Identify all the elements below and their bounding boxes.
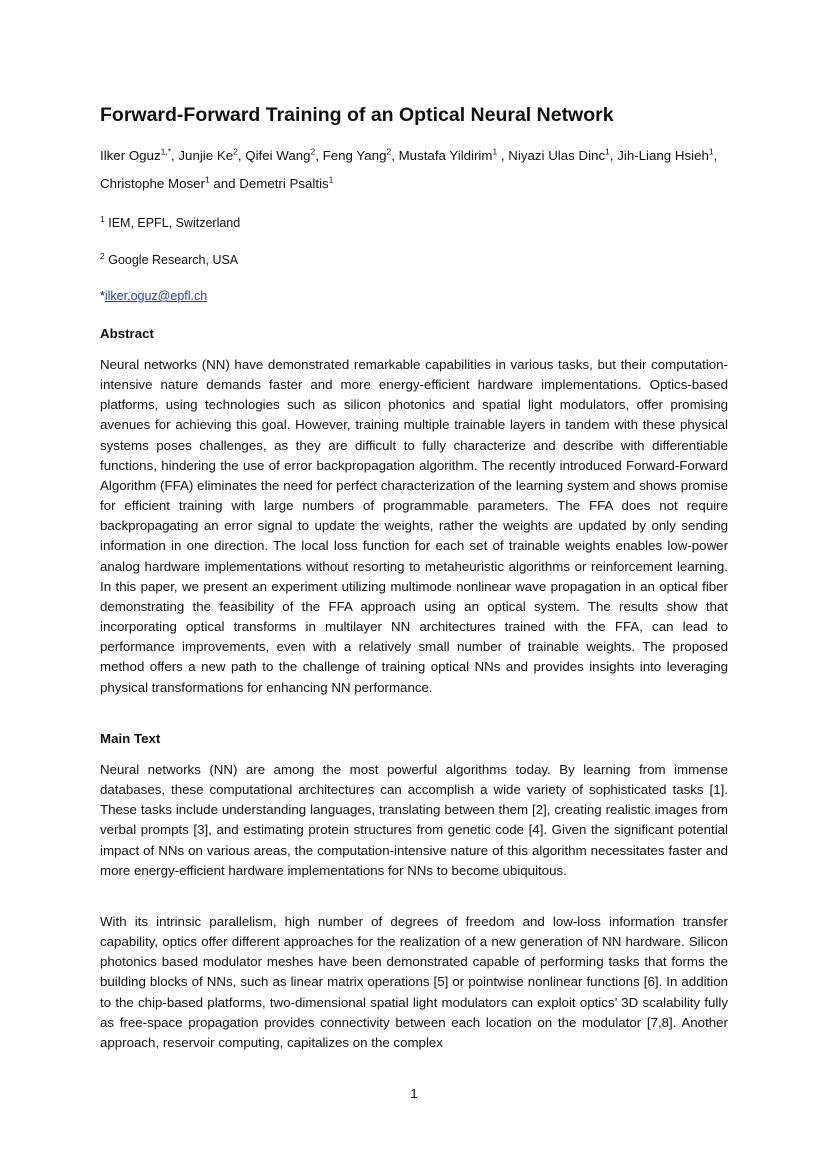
page-number: 1 bbox=[410, 1086, 418, 1101]
author-0: Ilker Oguz$^{1,*}$, bbox=[100, 146, 179, 163]
paper-title: Forward-Forward Training of an Optical Neural Network bbox=[100, 104, 614, 126]
author-4: Mustafa Yildirim$^1$ , bbox=[398, 146, 509, 163]
author-2: Qifei Wang$^2$, bbox=[245, 146, 323, 163]
corresponding-email: *ilker.oguz@epfl.ch bbox=[100, 289, 208, 303]
author-1: Junjie Ke$^2$, bbox=[178, 146, 246, 163]
author-8: Demetri Psaltis$^1$ bbox=[239, 174, 334, 191]
author-5: Niyazi Ulas Dinc$^1$, bbox=[508, 146, 618, 163]
main-text-heading: Main Text bbox=[100, 731, 161, 746]
email-link[interactable]: ilker.oguz@epfl.ch bbox=[104, 289, 208, 303]
main-paragraph-2: With its intrinsic parallelism, high number of degrees of freedom and low-loss information transfer capability, optics offer different approaches for the realization of a new generation of NN hardware. Silicon photonics based modulator meshes have been demonstrated capable of performing tasks that forms the building blocks of NNs, such as linear matrix operations [5] or pointwise nonlinear functions [6]. In addition to the chip-based platforms, two-dimensional spatial light modulators can exploit optics’ 3D scalability fully as free-space propagation provides connectivity between each location on the modulator [7,8]. Another approach, reservoir computing, capitalizes on the complex bbox=[100, 914, 728, 1050]
affiliation-2: $^2$ Google Research, USA bbox=[100, 250, 239, 267]
affiliation-1: $^1$ IEM, EPFL, Switzerland bbox=[100, 213, 241, 230]
author-list bbox=[100, 142, 728, 198]
author-6: Jih-Liang Hsieh$^1$, bbox=[617, 146, 718, 163]
author-3: Feng Yang$^2$, bbox=[322, 146, 399, 163]
abstract-heading: Abstract bbox=[100, 326, 154, 341]
main-paragraph-1: Neural networks (NN) are among the most powerful algorithms today. By learning from immense databases, these computational architectures can accomplish a wide variety of sophisticated tasks [1]. These tasks include understanding languages, translating between them [2], creating realistic images from verbal prompts [3], and estimating protein structures from genetic code [4]. Given the significant potential impact of NNs on various areas, the computation-intensive nature of this algorithm necessitates faster and more energy-efficient hardware implementations for NNs to become ubiquitous. bbox=[100, 762, 728, 878]
abstract-text: Neural networks (NN) have demonstrated remarkable capabilities in various tasks, but their computation-intensive nature demands faster and more energy-efficient hardware implementations. Optics-based platforms, using technologies such as silicon photonics and spatial light modulators, offer promising avenues for achieving this goal. However, training multiple trainable layers in tandem with these physical systems poses challenges, as they are difficult to fully characterize and describe with differentiable functions, hindering the use of error backpropagation algorithm. The recently introduced Forward-Forward Algorithm (FFA) eliminates the need for perfect characterization of the learning system and shows promise for efficient training with large numbers of programmable parameters. The FFA does not require backpropagating an error signal to update the weights, rather the weights are updated by only sending information in one direction. The local loss function for each set of trainable weights enables low-power analog hardware implementations without resorting to metaheuristic algorithms or reinforcement learning. In this paper, we present an experiment utilizing multimode nonlinear wave propagation in an optical fiber demonstrating the feasibility of the FFA approach using an optical system. The results show that incorporating optical transforms in multilayer NN architectures trained with the FFA, can lead to performance improvements, even with a relatively small number of trainable weights. The proposed method offers a new path to the challenge of training optical NNs and provides insights into leveraging physical transformations for enhancing NN performance. bbox=[100, 357, 728, 695]
author-7: Christophe Moser$^1$ and bbox=[100, 174, 240, 191]
